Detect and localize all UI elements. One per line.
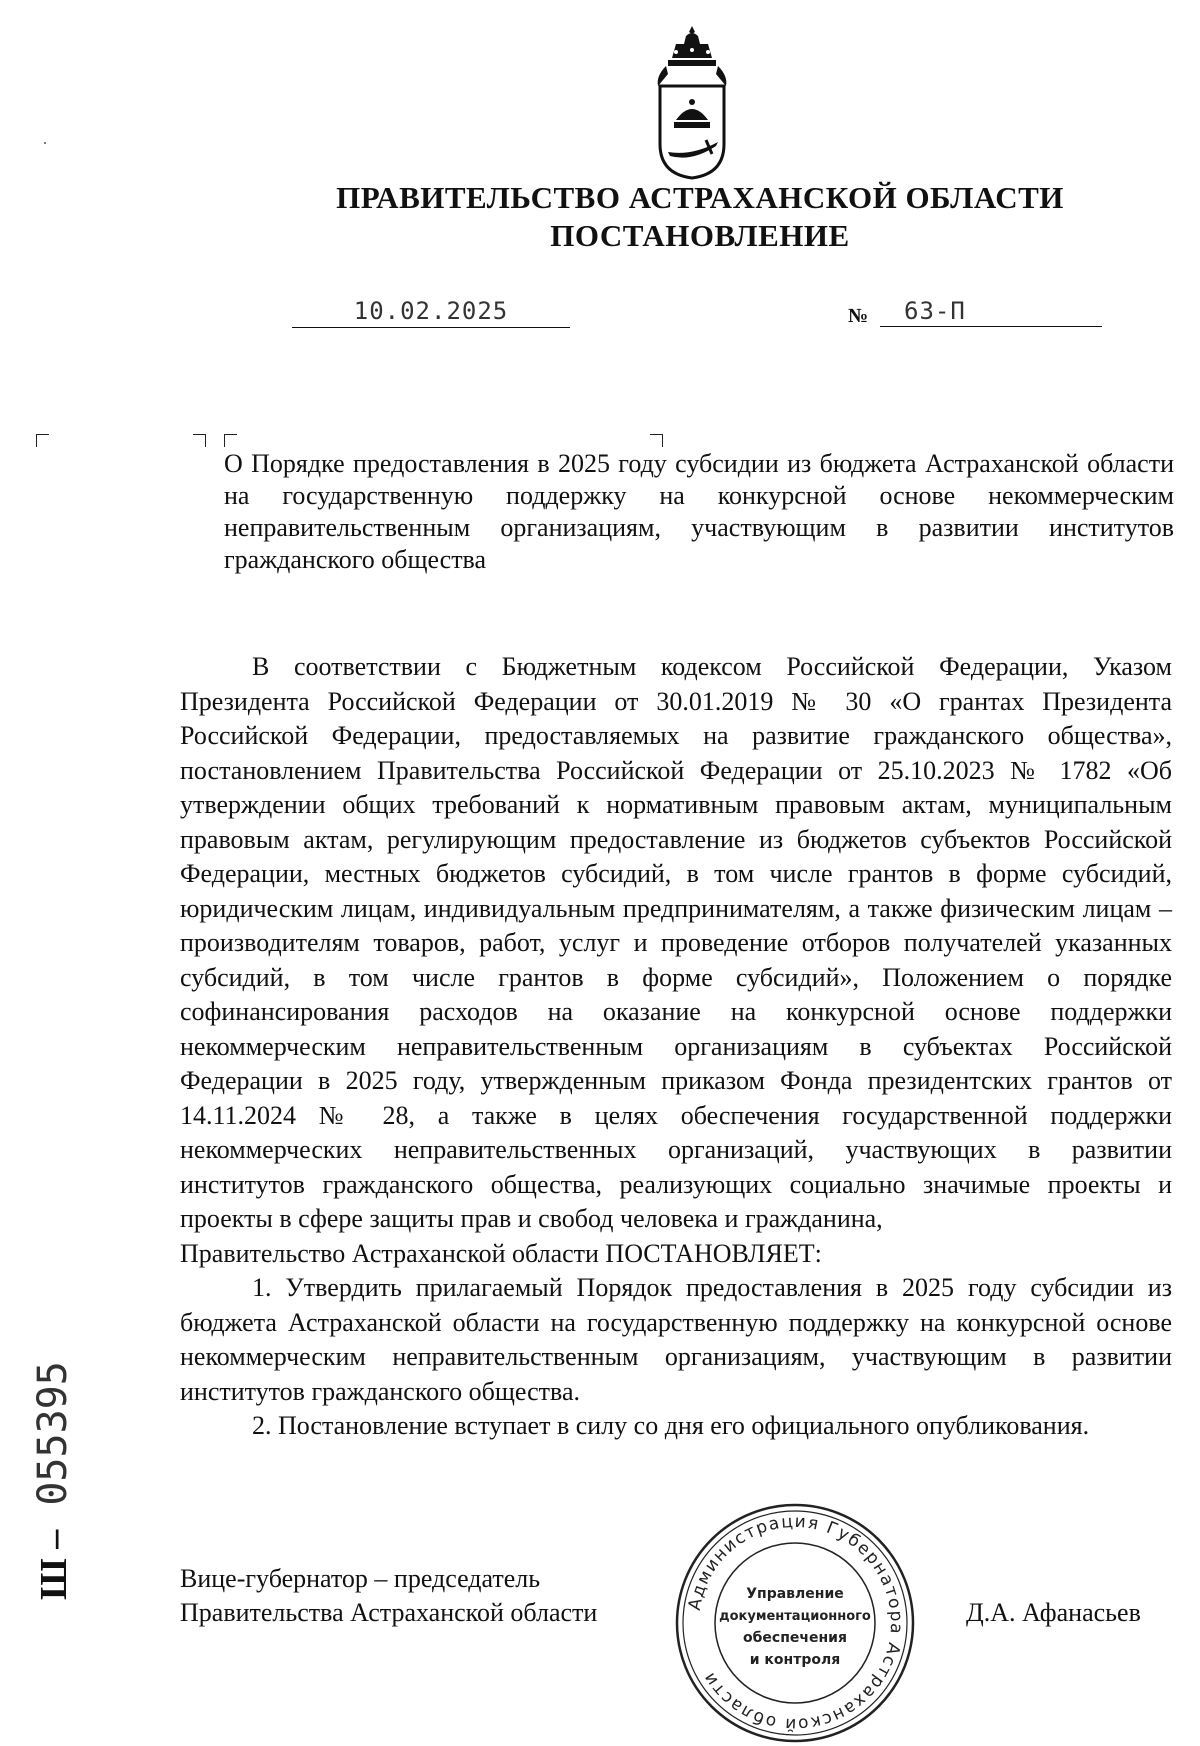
document-number-field (880, 297, 1102, 327)
signer-position (180, 1562, 597, 1630)
form-serial-number (30, 1361, 90, 1600)
seal-center-line-1: Управление (746, 1586, 844, 1602)
subject-corner-mark-left (224, 434, 237, 447)
document-body (180, 650, 1172, 1444)
document-type-title: ПОСТАНОВЛЕНИЕ (550, 218, 850, 253)
serial-number: 055395 (30, 1361, 76, 1506)
seal-center-line-3: обеспечения (743, 1630, 847, 1646)
serial-prefix: Ш – (33, 1529, 75, 1600)
document-subject: О Порядке предоставления в 2025 году субсидии из бюджета Астраханской области на государственную поддержку на конкурсной основе некоммерческим неправительственным организациям, участвующим в развитии институтов гражданского общества (224, 449, 1174, 574)
margin-corner-mark (36, 434, 49, 447)
item-1-paragraph: 1. Утвердить прилагаемый Порядок предоставления в 2025 году субсидии из бюджета Астраханской области на государственную поддержку на конкурсной основе некоммерческим неправительственным организациям, участвующим в развитии институтов гражданского общества. (180, 1273, 1172, 1406)
government-title: ПРАВИТЕЛЬСТВО АСТРАХАНСКОЙ ОБЛАСТИ (336, 180, 1064, 215)
document-date: 10.02.2025 (353, 297, 509, 325)
item-2-paragraph: 2. Постановление вступает в силу со дня его официального опубликования. (252, 1411, 1090, 1440)
seal-center-line-4: и контроля (749, 1652, 841, 1668)
document-date-field (292, 297, 570, 328)
subject-corner-mark-right (650, 434, 663, 447)
document-number: 63-П (904, 297, 966, 325)
signer-position-line-1: Вице-губернатор – председатель (180, 1564, 541, 1593)
seal-center-line-2: документационного (719, 1609, 871, 1624)
signer-name: Д.А. Афанасьев (966, 1598, 1141, 1627)
official-seal-stamp (672, 1500, 918, 1746)
margin-corner-mark (193, 434, 206, 447)
signer-position-line-2: Правительства Астраханской области (180, 1598, 598, 1627)
coat-of-arms-icon (646, 24, 738, 182)
seal-ring-text: Администрация Губернатора Астраханской области (684, 1511, 907, 1735)
resolve-line: Правительство Астраханской области ПОСТАНОВЛЯЕТ: (180, 1238, 822, 1268)
preamble-paragraph: В соответствии с Бюджетным кодексом Российской Федерации, Указом Президента Российской Федерации от 30.01.2019 № 30 «О грантах Президента Российской Федерации, предоставляемых на развитие гражданского общества», постановлением Правительства Российской Федерации от 25.10.2023 № 1782 «Об утверждении общих требований к нормативным правовым актам, муниципальным правовым актам, регулирующим предоставление из бюджетов субъектов Российской Федерации, местных бюджетов субсидий, в том числе грантов в форме субсидий, юридическим лицам, индивидуальным предпринимателям, а также физическим лицам – производителям товаров, работ, услуг и проведение отборов получателей указанных субсидий, в том числе грантов в форме субсидий», Положением о порядке софинансирования расходов на оказание на конкурсной основе поддержки некоммерческим неправительственным организациям в субъектах Российской Федерации в 2025 году, утвержденным приказом Фонда президентских грантов от 14.11.2024 № 28, а также в целях обеспечения государственной поддержки некоммерческих неправительственных организаций, участвующих в развитии институтов гражданского общества, реализующих социально значимые проекты и проекты в сфере защиты прав и свобод человека и гражданина, (180, 652, 1172, 1233)
scan-speck (44, 142, 46, 144)
number-sign: № (848, 305, 869, 327)
